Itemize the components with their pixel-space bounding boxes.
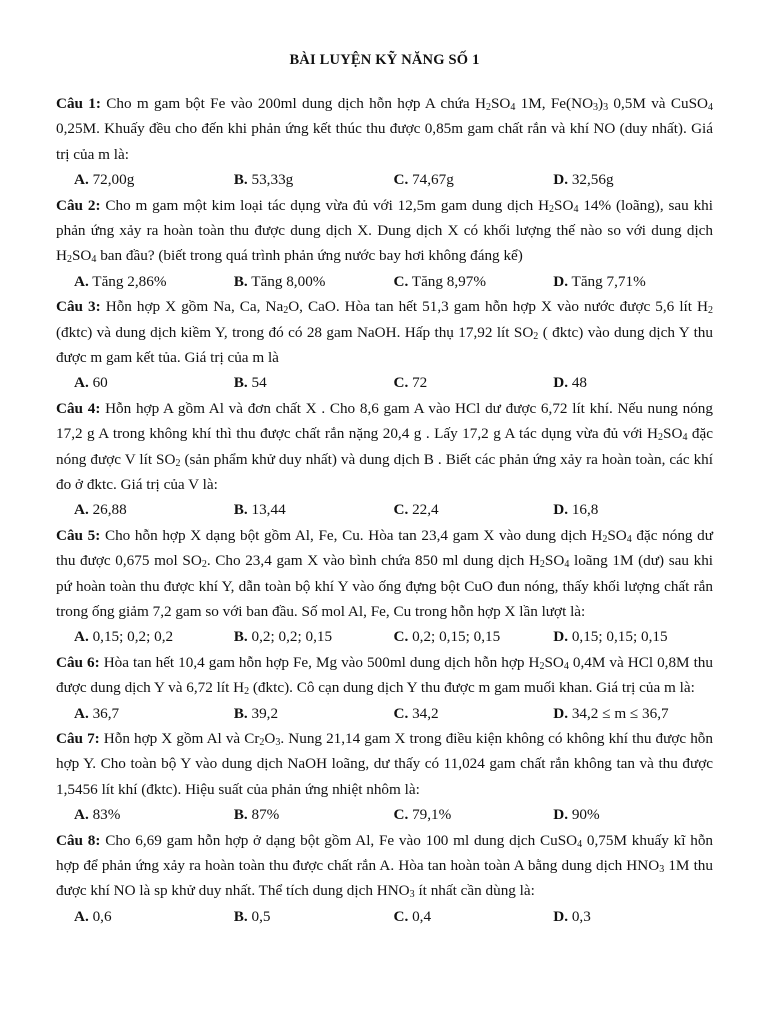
- answer-option: [234, 497, 394, 522]
- answer-value: 87%: [247, 806, 280, 824]
- answer-value: 26,88: [88, 501, 127, 519]
- answer-letter: A.: [74, 907, 89, 925]
- question-text: [56, 91, 713, 167]
- answer-value: 39,2: [247, 704, 279, 722]
- answer-option: [234, 624, 394, 649]
- question-label: Câu 5:: [56, 526, 101, 544]
- answer-value: 72,00g: [88, 171, 135, 189]
- answer-value: 79,1%: [408, 806, 452, 824]
- answer-value: 0,6: [88, 907, 112, 925]
- answer-value: 54: [247, 374, 267, 392]
- answer-options: [56, 802, 713, 827]
- question-text: [56, 294, 713, 370]
- answer-value: 48: [568, 374, 587, 392]
- question: [56, 294, 713, 396]
- page-title: BÀI LUYỆN KỸ NĂNG SỐ 1: [289, 52, 480, 68]
- answer-option: [234, 802, 394, 827]
- answer-option: [553, 167, 713, 192]
- answer-option: [394, 269, 554, 294]
- question-text: [56, 193, 713, 269]
- answer-letter: B.: [233, 501, 248, 519]
- answer-value: 0,15; 0,2; 0,2: [88, 628, 174, 646]
- answer-letter: D.: [553, 374, 569, 392]
- answer-letter: B.: [233, 907, 248, 925]
- answer-option: [74, 167, 234, 192]
- answer-option: [74, 904, 234, 929]
- answer-letter: D.: [553, 501, 569, 519]
- answer-options: [56, 167, 713, 192]
- answer-value: 34,2 ≤ m ≤ 36,7: [568, 704, 669, 722]
- question-text: [56, 726, 713, 802]
- answer-value: 16,8: [568, 501, 599, 519]
- question-label: Câu 6:: [56, 653, 100, 671]
- question: [56, 193, 713, 295]
- answer-letter: D.: [553, 907, 569, 925]
- answer-letter: D.: [553, 171, 569, 189]
- answer-letter: D.: [553, 628, 569, 646]
- answer-option: [74, 269, 234, 294]
- answer-options: [56, 370, 713, 395]
- answer-letter: A.: [74, 628, 89, 646]
- question-label: Câu 8:: [56, 831, 101, 849]
- question-body: Hỗn hợp X gồm Na, Ca, $Na_2O$, CaO. Hòa tan hết 51,3 gam hỗn hợp X vào nước được 5,6 lít $H_2$ (đktc) và dung dịch kiềm Y, trong đó có 28 gam NaOH. Hấp thụ 17,92 lít $SO_2$ ( đktc) vào dung dịch Y thu được m gam kết tủa. Giá trị của m là: [56, 298, 713, 367]
- answer-letter: A.: [74, 374, 89, 392]
- answer-value: Tăng 8,00%: [247, 272, 326, 290]
- question-body: Hỗn hợp X gồm Al và $Cr_2O_3$. Nung 21,14 gam X trong điều kiện không có không khí thu được hỗn hợp Y. Cho toàn bộ Y vào dung dịch NaOH loãng, dư thấy có 11,024 gam chất rắn không tan và thu được 1,5456 lít khí (đktc). Hiệu suất của phản ứng nhiệt nhôm là:: [56, 730, 713, 798]
- question-list: [56, 91, 713, 929]
- answer-option: [74, 701, 234, 726]
- answer-value: 0,5: [247, 907, 271, 925]
- answer-option: [74, 497, 234, 522]
- question-label: Câu 7:: [56, 730, 100, 748]
- question: [56, 91, 713, 193]
- answer-option: [553, 269, 713, 294]
- answer-value: 22,4: [408, 501, 439, 519]
- answer-letter: A.: [74, 171, 89, 189]
- question-label: Câu 4:: [56, 399, 101, 417]
- question-label: Câu 1:: [56, 95, 101, 112]
- answer-option: [234, 167, 394, 192]
- answer-option: [394, 497, 554, 522]
- question: [56, 828, 713, 930]
- question-body: Cho 6,69 gam hỗn hợp ở dạng bột gồm Al, Fe vào 100 ml dung dịch CuSO$_4$ 0,75M khuấy kĩ hỗn hợp để phản ứng xảy ra hoàn toàn thu được chất rắn A. Hòa tan hoàn toàn A bằng dung dịch $HNO_3$ 1M thu được khí NO là sp khử duy nhất. Thể tích dung dịch $HNO_3$ ít nhất cần dùng là:: [56, 831, 714, 901]
- question-body: Cho m gam bột Fe vào 200ml dung dịch hỗn hợp A chứa $H_2SO_4$ 1M, $Fe(NO_3)_3$ 0,5M và CuSO$_4$ 0,25M. Khuấy đều cho đến khi phản ứng kết thúc thu được 0,85m gam chất rắn và khí NO (duy nhất). Giá trị của m là:: [56, 95, 713, 163]
- answer-option: [74, 802, 234, 827]
- answer-option: [394, 802, 554, 827]
- answer-value: 53,33g: [247, 171, 294, 189]
- answer-option: [234, 370, 394, 395]
- answer-options: [56, 497, 713, 522]
- answer-option: [553, 802, 713, 827]
- answer-letter: C.: [393, 272, 409, 290]
- answer-value: 83%: [88, 806, 121, 824]
- answer-value: 90%: [568, 806, 600, 824]
- answer-option: [394, 370, 554, 395]
- question-text: [56, 650, 713, 701]
- answer-value: 0,2; 0,2; 0,15: [247, 628, 333, 646]
- answer-option: [394, 701, 554, 726]
- answer-options: [56, 624, 713, 649]
- answer-value: 0,15; 0,15; 0,15: [568, 628, 668, 646]
- question-body: Hỗn hợp A gồm Al và đơn chất X . Cho 8,6 gam A vào HCl dư được 6,72 lít khí. Nếu nung nóng 17,2 g A trong không khí thì thu được chất rắn nặng 20,4 g . Lấy 17,2 g A tác dụng vừa đủ với $H_2SO_4$ đặc nóng được V lít $SO_2$ (sản phẩm khử duy nhất) và dung dịch B . Biết các phản ứng xảy ra hoàn toàn, các khí đo ở đktc. Giá trị của V là:: [56, 399, 713, 494]
- answer-letter: C.: [393, 806, 409, 824]
- question-text: [56, 523, 713, 625]
- answer-letter: C.: [393, 171, 409, 189]
- question-body: Hòa tan hết 10,4 gam hỗn hợp Fe, Mg vào 500ml dung dịch hỗn hợp $H_2SO_4$ 0,4M và HCl 0,8M thu được dung dịch Y và 6,72 lít $H_2$ (đktc). Cô cạn dung dịch Y thu được m gam muối khan. Giá trị của m là:: [56, 653, 713, 698]
- question: [56, 396, 713, 523]
- answer-option: [394, 904, 554, 929]
- answer-letter: C.: [393, 374, 409, 392]
- question: [56, 726, 713, 828]
- answer-letter: A.: [74, 272, 89, 290]
- answer-letter: A.: [74, 704, 89, 722]
- answer-letter: B.: [233, 628, 248, 646]
- answer-value: 72: [408, 374, 428, 392]
- answer-value: 60: [88, 374, 108, 392]
- answer-option: [234, 904, 394, 929]
- answer-letter: D.: [553, 806, 569, 824]
- question-body: Cho m gam một kim loại tác dụng vừa đủ với 12,5m gam dung dịch $H_2SO_4$ 14% (loãng), sau khi phản ứng xảy ra hoàn toàn thu được dung dịch X. Dung dịch X có khối lượng thế nào so với dung dịch $H_2SO_4$ ban đầu? (biết trong quá trình phản ứng nước bay hơi không đáng kể): [56, 196, 713, 266]
- answer-value: Tăng 8,97%: [408, 272, 487, 290]
- answer-letter: B.: [233, 272, 248, 290]
- question-body: Cho hỗn hợp X dạng bột gồm Al, Fe, Cu. Hòa tan 23,4 gam X vào dung dịch $H_2SO_4$ đặc nóng dư thu được 0,675 mol $SO_2$. Cho 23,4 gam X vào bình chứa 850 ml dung dịch $H_2SO_4$ loãng 1M (dư) sau khi pứ hoàn toàn thu được khí Y, dẫn toàn bộ khí Y vào ống đựng bột CuO đun nóng, thấy khối lượng chất rắn trong ống giảm 7,2 gam so với ban đầu. Số mol Al, Fe, Cu trong hỗn hợp X lần lượt là:: [56, 526, 714, 621]
- answer-option: [234, 269, 394, 294]
- answer-letter: C.: [393, 628, 409, 646]
- answer-value: 0,3: [568, 907, 591, 925]
- question-label: Câu 3:: [56, 298, 101, 316]
- question: [56, 650, 713, 726]
- question-text: [56, 828, 713, 904]
- answer-letter: B.: [233, 374, 248, 392]
- answer-value: 32,56g: [568, 171, 614, 189]
- answer-option: [553, 497, 713, 522]
- answer-letter: B.: [233, 171, 248, 189]
- answer-value: Tăng 2,86%: [88, 272, 167, 290]
- answer-option: [553, 624, 713, 649]
- question: [56, 523, 713, 650]
- answer-letter: D.: [553, 272, 569, 290]
- answer-value: 0,2; 0,15; 0,15: [408, 628, 501, 646]
- question-label: Câu 2:: [56, 196, 101, 214]
- answer-option: [394, 167, 554, 192]
- answer-value: 74,67g: [408, 171, 454, 189]
- answer-option: [394, 624, 554, 649]
- answer-value: 0,4: [408, 907, 432, 925]
- answer-option: [74, 624, 234, 649]
- answer-value: Tăng 7,71%: [568, 272, 646, 290]
- answer-letter: A.: [74, 501, 89, 519]
- answer-letter: A.: [74, 806, 89, 824]
- answer-letter: D.: [553, 704, 569, 722]
- question-text: [56, 396, 713, 498]
- answer-letter: C.: [393, 704, 409, 722]
- answer-value: 36,7: [88, 704, 120, 722]
- answer-option: [553, 370, 713, 395]
- answer-options: [56, 904, 713, 929]
- answer-letter: B.: [233, 704, 248, 722]
- answer-option: [74, 370, 234, 395]
- answer-option: [234, 701, 394, 726]
- answer-option: [553, 904, 713, 929]
- answer-options: [56, 269, 713, 294]
- answer-letter: C.: [393, 907, 409, 925]
- answer-option: [553, 701, 713, 726]
- answer-letter: B.: [233, 806, 248, 824]
- answer-value: 34,2: [408, 704, 439, 722]
- answer-letter: C.: [393, 501, 409, 519]
- answer-value: 13,44: [247, 501, 286, 519]
- answer-options: [56, 701, 713, 726]
